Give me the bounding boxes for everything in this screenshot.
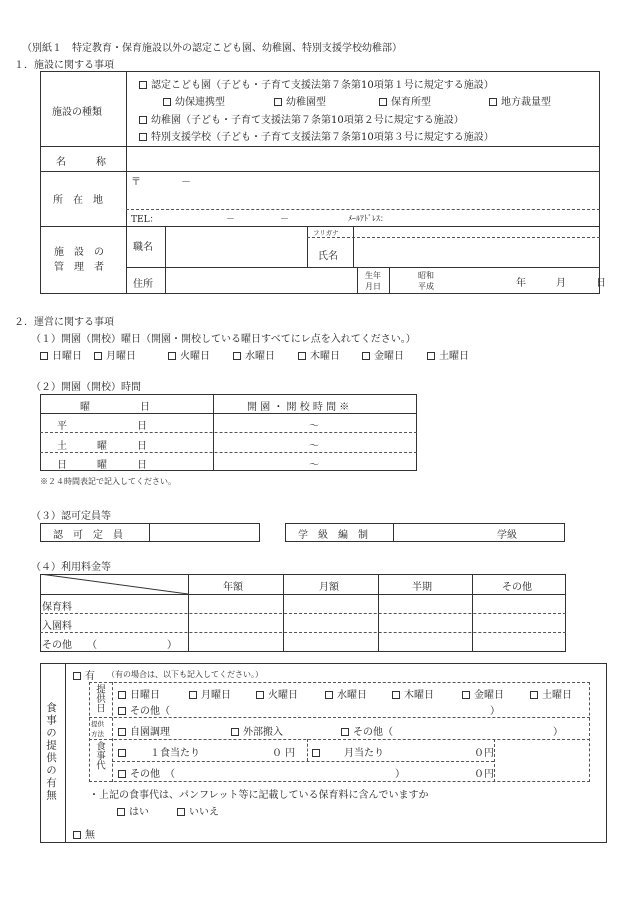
meals-yes-note: （有の場合は、以下も記入してください。）	[107, 670, 263, 679]
day-thu[interactable]: 木曜日	[298, 347, 340, 362]
classes-label: 学 級 編 制	[298, 530, 368, 541]
checkbox-icon[interactable]	[325, 691, 333, 699]
role-label: 職名	[133, 242, 153, 253]
day-sat[interactable]: 土曜日	[427, 347, 469, 362]
meal-day-thu[interactable]: 木曜日	[392, 686, 434, 701]
checkbox-icon[interactable]	[462, 691, 470, 699]
fee-row-other: その他 （ ）	[42, 640, 177, 651]
fee-other[interactable]: その他 （ ）	[118, 765, 405, 780]
checkbox-icon[interactable]	[362, 352, 370, 360]
checkbox-icon[interactable]	[298, 352, 306, 360]
checkbox-icon[interactable]	[118, 749, 126, 757]
checkbox-icon[interactable]	[73, 831, 81, 839]
capacity-field[interactable]	[151, 524, 258, 541]
fee-other-yen[interactable]: ０円	[474, 769, 494, 780]
fee-per-meal-yen[interactable]: ０ 円	[272, 748, 296, 759]
fee-row-admission: 入園料	[42, 621, 72, 632]
birth-label-2: 月日	[365, 282, 381, 291]
option-yochien[interactable]: 幼稚園（子ども・子育て支援法第７条第10項第２号に規定する施設）	[139, 111, 464, 126]
hours-row-weekday: 平 日	[57, 421, 147, 432]
person-name-field[interactable]	[355, 239, 598, 266]
meals-side-label: 食事の提供の有無	[45, 702, 57, 802]
checkbox-icon[interactable]	[379, 98, 387, 106]
checkbox-icon[interactable]	[341, 728, 349, 736]
option-kodomoen[interactable]: 認定こども園（子ども・子育て支援法第７条第10項第１号に規定する施設）	[139, 76, 494, 91]
manager-label-1: 施 設 の	[54, 247, 104, 258]
meal-day-mon[interactable]: 月曜日	[189, 686, 231, 701]
capacity-label: 認 可 定 員	[53, 530, 123, 541]
hours-range-sat[interactable]: ～	[309, 441, 319, 452]
checkbox-icon[interactable]	[231, 728, 239, 736]
method-other[interactable]: その他（ ）	[341, 723, 563, 738]
days-question: （１）開園（開校）曜日（開園・開校している曜日すべてにレ点を入れてください。）	[31, 334, 416, 345]
day-mon[interactable]: 月曜日	[94, 347, 136, 362]
day-tue[interactable]: 火曜日	[168, 347, 210, 362]
checkbox-icon[interactable]	[118, 707, 126, 715]
method-in-house[interactable]: 自園調理	[118, 723, 170, 738]
fees-question: （４）利用料金等	[31, 562, 111, 573]
option-tokubetsu[interactable]: 特別支援学校（子ども・子育て支援法第７条第10項第３号に規定する施設）	[139, 128, 494, 143]
tel-field[interactable]: TEL： － －	[131, 215, 290, 225]
method-label-1: 提供	[91, 720, 104, 728]
fee-per-month-yen[interactable]: ０円	[474, 748, 494, 759]
meal-day-wed[interactable]: 水曜日	[325, 686, 367, 701]
section1-title: １．施設に関する事項	[14, 60, 114, 71]
method-label-2: 方法	[91, 730, 104, 738]
person-name-label: 氏名	[318, 251, 338, 262]
meals-yes[interactable]: 有	[73, 667, 95, 682]
name-label: 名 称	[56, 157, 106, 168]
hours-range-sun[interactable]: ～	[309, 460, 319, 471]
day-wed[interactable]: 水曜日	[233, 347, 275, 362]
checkbox-icon[interactable]	[392, 691, 400, 699]
checkbox-icon[interactable]	[530, 691, 538, 699]
meal-day-sun[interactable]: 日曜日	[118, 686, 160, 701]
birth-label-1: 生年	[365, 271, 381, 280]
checkbox-icon[interactable]	[139, 116, 147, 124]
fee-col-half: 半期	[412, 582, 432, 593]
checkbox-icon[interactable]	[118, 770, 126, 778]
fee-col-monthly: 月額	[319, 582, 339, 593]
checkbox-icon[interactable]	[94, 352, 102, 360]
checkbox-icon[interactable]	[489, 98, 497, 106]
method-external[interactable]: 外部搬入	[231, 723, 283, 738]
meal-days-label: 提供日	[94, 684, 105, 713]
checkbox-icon[interactable]	[256, 691, 264, 699]
suboption-yochien[interactable]: 幼稚園型	[274, 93, 326, 108]
checkbox-icon[interactable]	[139, 81, 147, 89]
facility-type-label: 施設の種類	[52, 107, 102, 118]
meal-day-fri[interactable]: 金曜日	[462, 686, 504, 701]
answer-yes[interactable]: はい	[117, 803, 149, 818]
fee-per-meal[interactable]: １食当たり	[118, 744, 200, 759]
suboption-hoikusho[interactable]: 保育所型	[379, 93, 431, 108]
classes-unit: 学級	[497, 530, 517, 541]
hours-note: ※２４時間表記で記入してください。	[40, 477, 176, 486]
checkbox-icon[interactable]	[233, 352, 241, 360]
checkbox-icon[interactable]	[312, 749, 320, 757]
checkbox-icon[interactable]	[139, 133, 147, 141]
checkbox-icon[interactable]	[427, 352, 435, 360]
hours-col-day: 曜 日	[80, 402, 150, 413]
furigana-label: フリガナ	[313, 229, 339, 237]
checkbox-icon[interactable]	[189, 691, 197, 699]
manager-label-2: 管 理 者	[54, 262, 104, 273]
checkbox-icon[interactable]	[118, 691, 126, 699]
meal-day-sat[interactable]: 土曜日	[530, 686, 572, 701]
residence-label: 住所	[133, 279, 153, 290]
hours-row-sun: 日 曜 日	[57, 460, 147, 471]
form-header: （別紙１ 特定教育・保育施設以外の認定こども園、幼稚園、特別支援学校幼稚部）	[22, 43, 402, 54]
era-heisei[interactable]: 平成	[418, 282, 434, 291]
hours-question: （２）開園（開校）時間	[31, 382, 141, 393]
postal-code-field[interactable]: 〒 －	[131, 177, 191, 188]
fee-col-annual: 年額	[223, 582, 243, 593]
diagonal-line-icon	[40, 574, 188, 594]
checkbox-icon[interactable]	[163, 98, 171, 106]
capacity-question: （３）認可定員等	[31, 511, 111, 522]
classes-field[interactable]	[395, 524, 490, 541]
section2-title: ２．運営に関する事項	[14, 317, 114, 328]
facility-name-field[interactable]	[128, 148, 598, 169]
hours-row-sat: 土 曜 日	[57, 441, 147, 452]
residence-field[interactable]	[167, 269, 355, 293]
address-label: 所 在 地	[53, 195, 103, 206]
fee-row-childcare: 保育料	[42, 602, 72, 613]
era-showa[interactable]: 昭和	[418, 271, 434, 280]
answer-no[interactable]: いいえ	[177, 803, 219, 818]
meal-fee-label: 食事代	[94, 741, 105, 770]
meal-day-other[interactable]: その他（ ）	[118, 702, 500, 717]
checkbox-icon[interactable]	[274, 98, 282, 106]
birth-date-field[interactable]: 年 月 日	[516, 278, 606, 289]
meal-day-tue[interactable]: 火曜日	[256, 686, 298, 701]
suboption-yoho[interactable]: 幼保連携型	[163, 93, 225, 108]
fee-per-month[interactable]: 月当たり	[312, 744, 384, 759]
day-sun[interactable]: 日曜日	[40, 347, 82, 362]
checkbox-icon[interactable]	[177, 808, 185, 816]
checkbox-icon[interactable]	[40, 352, 48, 360]
included-question: ・上記の食事代は、パンフレット等に記載している保育料に含んでいますか	[89, 790, 429, 801]
fee-col-other: その他	[502, 582, 532, 593]
checkbox-icon[interactable]	[73, 672, 81, 680]
suboption-chiho[interactable]: 地方裁量型	[489, 93, 551, 108]
checkbox-icon[interactable]	[168, 352, 176, 360]
role-field[interactable]	[167, 228, 305, 265]
hours-range-weekday[interactable]: ～	[309, 421, 319, 432]
meals-no[interactable]: 無	[73, 826, 95, 841]
checkbox-icon[interactable]	[118, 728, 126, 736]
hours-col-time: 開 園 ・ 開 校 時 間 ※	[247, 402, 350, 413]
checkbox-icon[interactable]	[117, 808, 125, 816]
email-field[interactable]: ﾒｰﾙｱﾄﾞﾚｽ：	[348, 214, 388, 223]
day-fri[interactable]: 金曜日	[362, 347, 404, 362]
